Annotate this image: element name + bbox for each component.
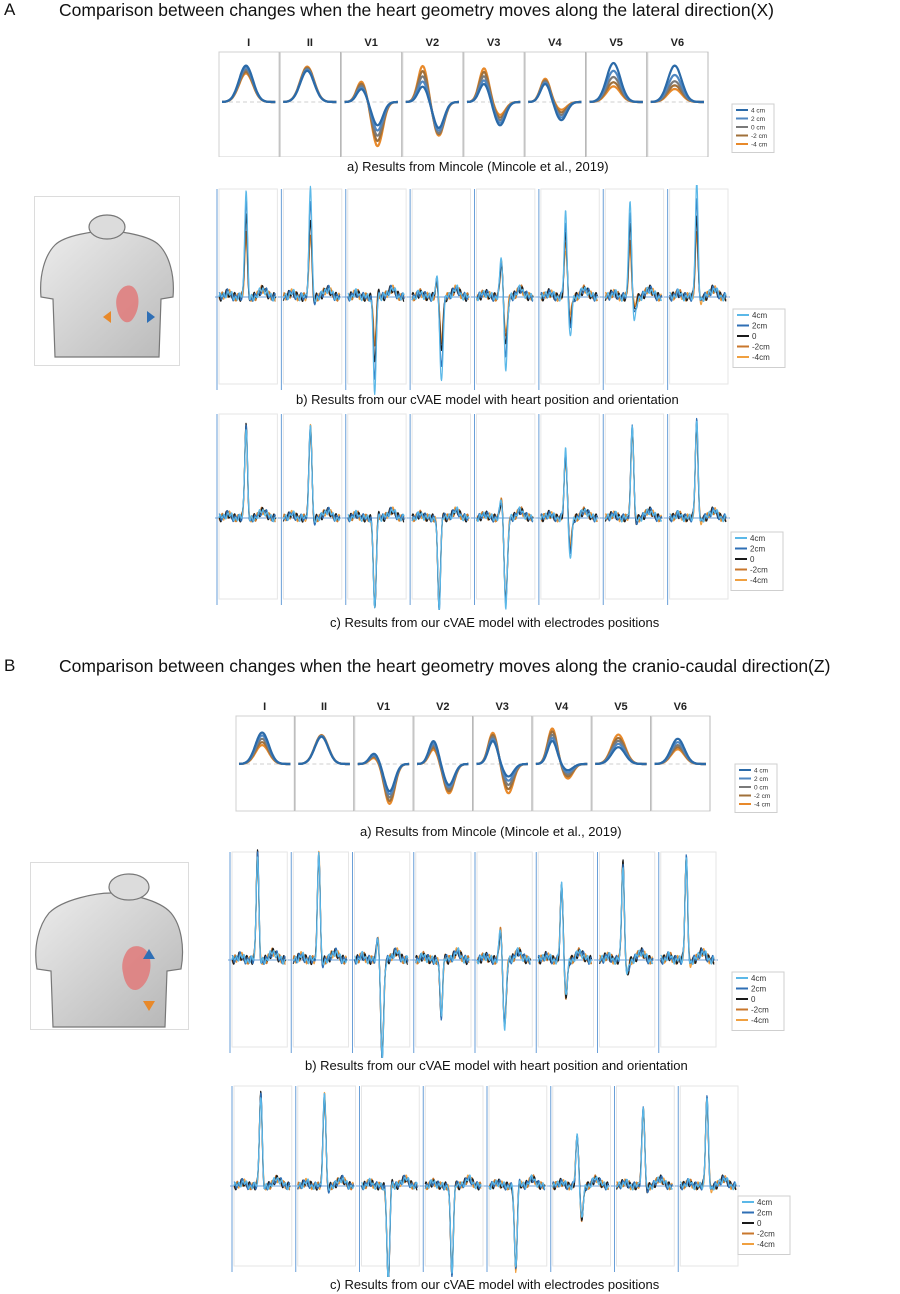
lead-label: II [321, 701, 328, 713]
chart-lateral-cvae-electrodes [215, 410, 800, 610]
panel-frame [541, 414, 599, 599]
lead-panel-i [215, 189, 279, 390]
legend-label: -4cm [757, 1239, 775, 1249]
lead-label: V3 [495, 701, 509, 713]
ecg-trace-i-series-0 [239, 733, 290, 765]
lead-label: V5 [614, 701, 628, 713]
panel-frame [477, 414, 535, 599]
torso-lateral-figure [34, 196, 180, 366]
lead-label: V5 [609, 37, 623, 49]
lead-panel-v1 [351, 852, 412, 1058]
lead-label: V1 [376, 701, 391, 713]
lead-panel-v5 [596, 852, 657, 1053]
ecg-trace-ii-series-0 [298, 737, 349, 764]
ecg-trace-v3-series-0 [477, 930, 530, 1030]
panel-frame [600, 852, 655, 1047]
lead-label: I [247, 37, 251, 49]
section-title-a: Comparison between changes when the heart geometry moves along the lateral direction(X) [59, 0, 774, 20]
panel-frame [425, 1086, 483, 1266]
ecg-trace-v4-series-0 [541, 211, 597, 336]
lead-panel-v1 [344, 189, 408, 395]
lead-label: V2 [425, 37, 440, 49]
section-title-b: Comparison between changes when the heart geometry moves along the cranio-caudal direction(Z) [59, 656, 831, 676]
legend [733, 309, 785, 368]
legend-label: 0 [751, 994, 756, 1004]
legend-label: 2cm [757, 1208, 773, 1218]
panel-frame [403, 52, 463, 157]
lead-panel-v2 [414, 701, 472, 811]
lead-panel-v5 [587, 37, 647, 157]
panel-frame [605, 189, 663, 384]
lead-label: V3 [486, 37, 501, 49]
lead-panel-v6 [666, 185, 730, 390]
torso-cranio-figure [30, 862, 189, 1030]
ecg-trace-ii-series-0 [283, 186, 339, 301]
legend-label: 0 [750, 554, 755, 564]
legend-label: -4cm [750, 575, 768, 585]
legend-label: 0 cm [754, 784, 769, 792]
lead-panel-v5 [601, 189, 665, 390]
legend-label: 2cm [752, 321, 768, 331]
lead-panel-ii [279, 186, 343, 390]
panel-frame [355, 852, 410, 1047]
lead-panel-ii [280, 37, 340, 157]
legend-label: -2cm [757, 1229, 775, 1239]
ecg-trace-v2-series-0 [425, 1175, 481, 1273]
caption-lateral-cvae-heart: b) Results from our cVAE model with heart position and orientation [296, 392, 679, 407]
chart-lateral-mincole [218, 32, 778, 157]
legend-label: 4 cm [751, 107, 766, 115]
panel-frame [280, 52, 340, 157]
lead-label: V6 [670, 37, 685, 49]
ecg-trace-ii-series-0 [293, 852, 346, 965]
ecg-trace-v4-series-0 [541, 448, 597, 559]
lead-label: V1 [364, 37, 378, 49]
lead-panel-i [236, 701, 294, 811]
legend [735, 764, 777, 813]
caption-lateral-mincole: a) Results from Mincole (Mincole et al., 2019) [347, 159, 609, 174]
legend [732, 972, 784, 1031]
lead-panel-i [219, 37, 279, 157]
ecg-trace-ii-series-0 [283, 71, 336, 102]
legend-label: 2 cm [754, 775, 769, 783]
ecg-trace-ii-series-0 [283, 426, 339, 523]
ecg-trace-v6-series-0 [670, 421, 726, 522]
chart-cranio-cvae-heart [228, 848, 788, 1058]
panel-frame [348, 414, 406, 599]
section-letter-a: A [4, 0, 16, 19]
chart-cranio-mincole [235, 698, 780, 813]
chart-lateral-cvae-heart [215, 185, 800, 395]
panel-frame [412, 189, 470, 384]
torso-heart-lateral-arrow-icon [35, 197, 179, 365]
lead-panel-v5 [592, 701, 650, 811]
lead-panel-v4 [525, 37, 585, 157]
legend-label: 0 cm [751, 124, 766, 132]
panel-frame [538, 852, 593, 1047]
ecg-trace-i-series-0 [232, 857, 285, 964]
ecg-trace-v1-series-0 [348, 288, 404, 395]
lead-label: V2 [436, 701, 450, 713]
lead-panel-v2 [403, 37, 463, 157]
lead-panel-v3 [473, 852, 534, 1053]
legend [732, 104, 774, 153]
legend-label: 4 cm [754, 767, 769, 775]
ecg-trace-v3-series-4 [477, 733, 528, 793]
lead-panel-v2 [421, 1086, 485, 1277]
lead-panel-v4 [537, 189, 601, 390]
lead-panel-v2 [412, 852, 473, 1053]
ecg-trace-v4-series-0 [553, 1134, 609, 1217]
legend [731, 532, 783, 591]
ecg-trace-i-series-1 [239, 735, 290, 764]
ecg-trace-v3-series-3 [477, 735, 528, 789]
legend-label: 0 [752, 331, 757, 341]
lead-panel-i [228, 850, 289, 1053]
lead-panel-v3 [473, 189, 537, 390]
ecg-trace-i-series-3 [222, 72, 275, 102]
lead-label: V4 [548, 37, 562, 49]
panel-frame [416, 852, 471, 1047]
legend [738, 1196, 790, 1255]
panel-frame [342, 52, 402, 157]
ecg-trace-v4-series-0 [538, 882, 591, 994]
lead-panel-v4 [537, 414, 601, 605]
lead-label: V4 [554, 701, 569, 713]
ecg-trace-i-series-2 [239, 739, 290, 764]
legend-label: 2cm [750, 544, 766, 554]
legend-label: -4 cm [754, 801, 771, 809]
lead-label: V6 [673, 701, 688, 713]
lead-panel-v3 [474, 701, 532, 811]
lead-panel-v4 [534, 852, 595, 1053]
lead-panel-v5 [601, 414, 665, 605]
ecg-trace-v6-series-0 [661, 858, 714, 965]
lead-panel-v4 [533, 701, 591, 811]
lead-panel-v1 [342, 37, 402, 157]
lead-panel-v1 [358, 1086, 422, 1277]
lead-panel-ii [295, 701, 353, 811]
caption-cranio-cvae-electrodes: c) Results from our cVAE model with electrodes positions [330, 1277, 660, 1292]
lead-panel-ii [279, 414, 343, 605]
lead-panel-v1 [355, 701, 413, 811]
ecg-trace-v4-series-4 [536, 729, 587, 779]
lead-panel-v3 [485, 1086, 549, 1273]
lead-panel-v1 [344, 414, 408, 608]
ecg-trace-v6-series-1 [655, 742, 706, 764]
lead-panel-v3 [464, 37, 524, 157]
lead-panel-v6 [676, 1086, 740, 1272]
panel-frame [348, 189, 406, 384]
legend-label: -2 cm [754, 792, 771, 800]
legend-label: 4cm [752, 310, 768, 320]
legend-label: -2cm [751, 1005, 769, 1015]
lead-panel-v6 [666, 414, 730, 605]
chart-cranio-cvae-electrodes [230, 1082, 810, 1277]
lead-panel-v2 [408, 414, 472, 610]
lead-panel-v2 [408, 189, 472, 390]
caption-lateral-cvae-electrodes: c) Results from our cVAE model with electrodes positions [330, 615, 660, 630]
ecg-trace-ii-series-0 [298, 1094, 354, 1191]
legend-label: -4cm [752, 352, 770, 362]
legend-label: 2 cm [751, 115, 766, 123]
panel-frame [541, 189, 599, 384]
lead-panel-i [230, 1086, 294, 1272]
lead-panel-ii [294, 1086, 358, 1272]
legend-label: -2 cm [751, 132, 768, 140]
caption-cranio-mincole: a) Results from Mincole (Mincole et al., 2019) [360, 824, 622, 839]
lead-panel-v6 [652, 701, 710, 811]
legend-label: 2cm [751, 984, 767, 994]
legend-label: 4cm [751, 973, 767, 983]
ecg-trace-v3-series-0 [477, 500, 533, 609]
lead-panel-v3 [473, 414, 537, 609]
panel-frame [553, 1086, 611, 1266]
lead-label: I [263, 701, 267, 713]
torso-heart-vertical-arrow-icon [31, 863, 188, 1029]
lead-panel-ii [289, 851, 350, 1053]
legend-label: -4cm [751, 1015, 769, 1025]
ecg-trace-v5-series-0 [605, 426, 661, 522]
ecg-trace-v3-series-0 [489, 1175, 545, 1267]
caption-cranio-cvae-heart: b) Results from our cVAE model with heart position and orientation [305, 1058, 688, 1073]
legend-label: -2cm [750, 565, 768, 575]
ecg-trace-i-series-4 [222, 73, 275, 102]
legend-label: -2cm [752, 342, 770, 352]
ecg-trace-v5-series-0 [605, 202, 661, 321]
lead-panel-v6 [648, 37, 708, 157]
legend-label: 0 [757, 1218, 762, 1228]
lead-panel-v4 [549, 1086, 613, 1272]
ecg-trace-v1-series-0 [348, 509, 404, 607]
legend-label: 4cm [750, 533, 766, 543]
lead-panel-v6 [657, 852, 718, 1053]
lead-label: II [306, 37, 313, 49]
panel-frame [489, 1086, 547, 1266]
ecg-trace-v1-series-0 [362, 1177, 418, 1277]
legend-label: 4cm [757, 1197, 773, 1207]
lead-panel-i [215, 414, 279, 605]
legend-label: -4 cm [751, 141, 768, 149]
ecg-trace-v6-series-0 [680, 1098, 736, 1190]
panel-frame [412, 414, 470, 599]
section-letter-b: B [4, 656, 16, 675]
lead-panel-v5 [613, 1086, 677, 1272]
